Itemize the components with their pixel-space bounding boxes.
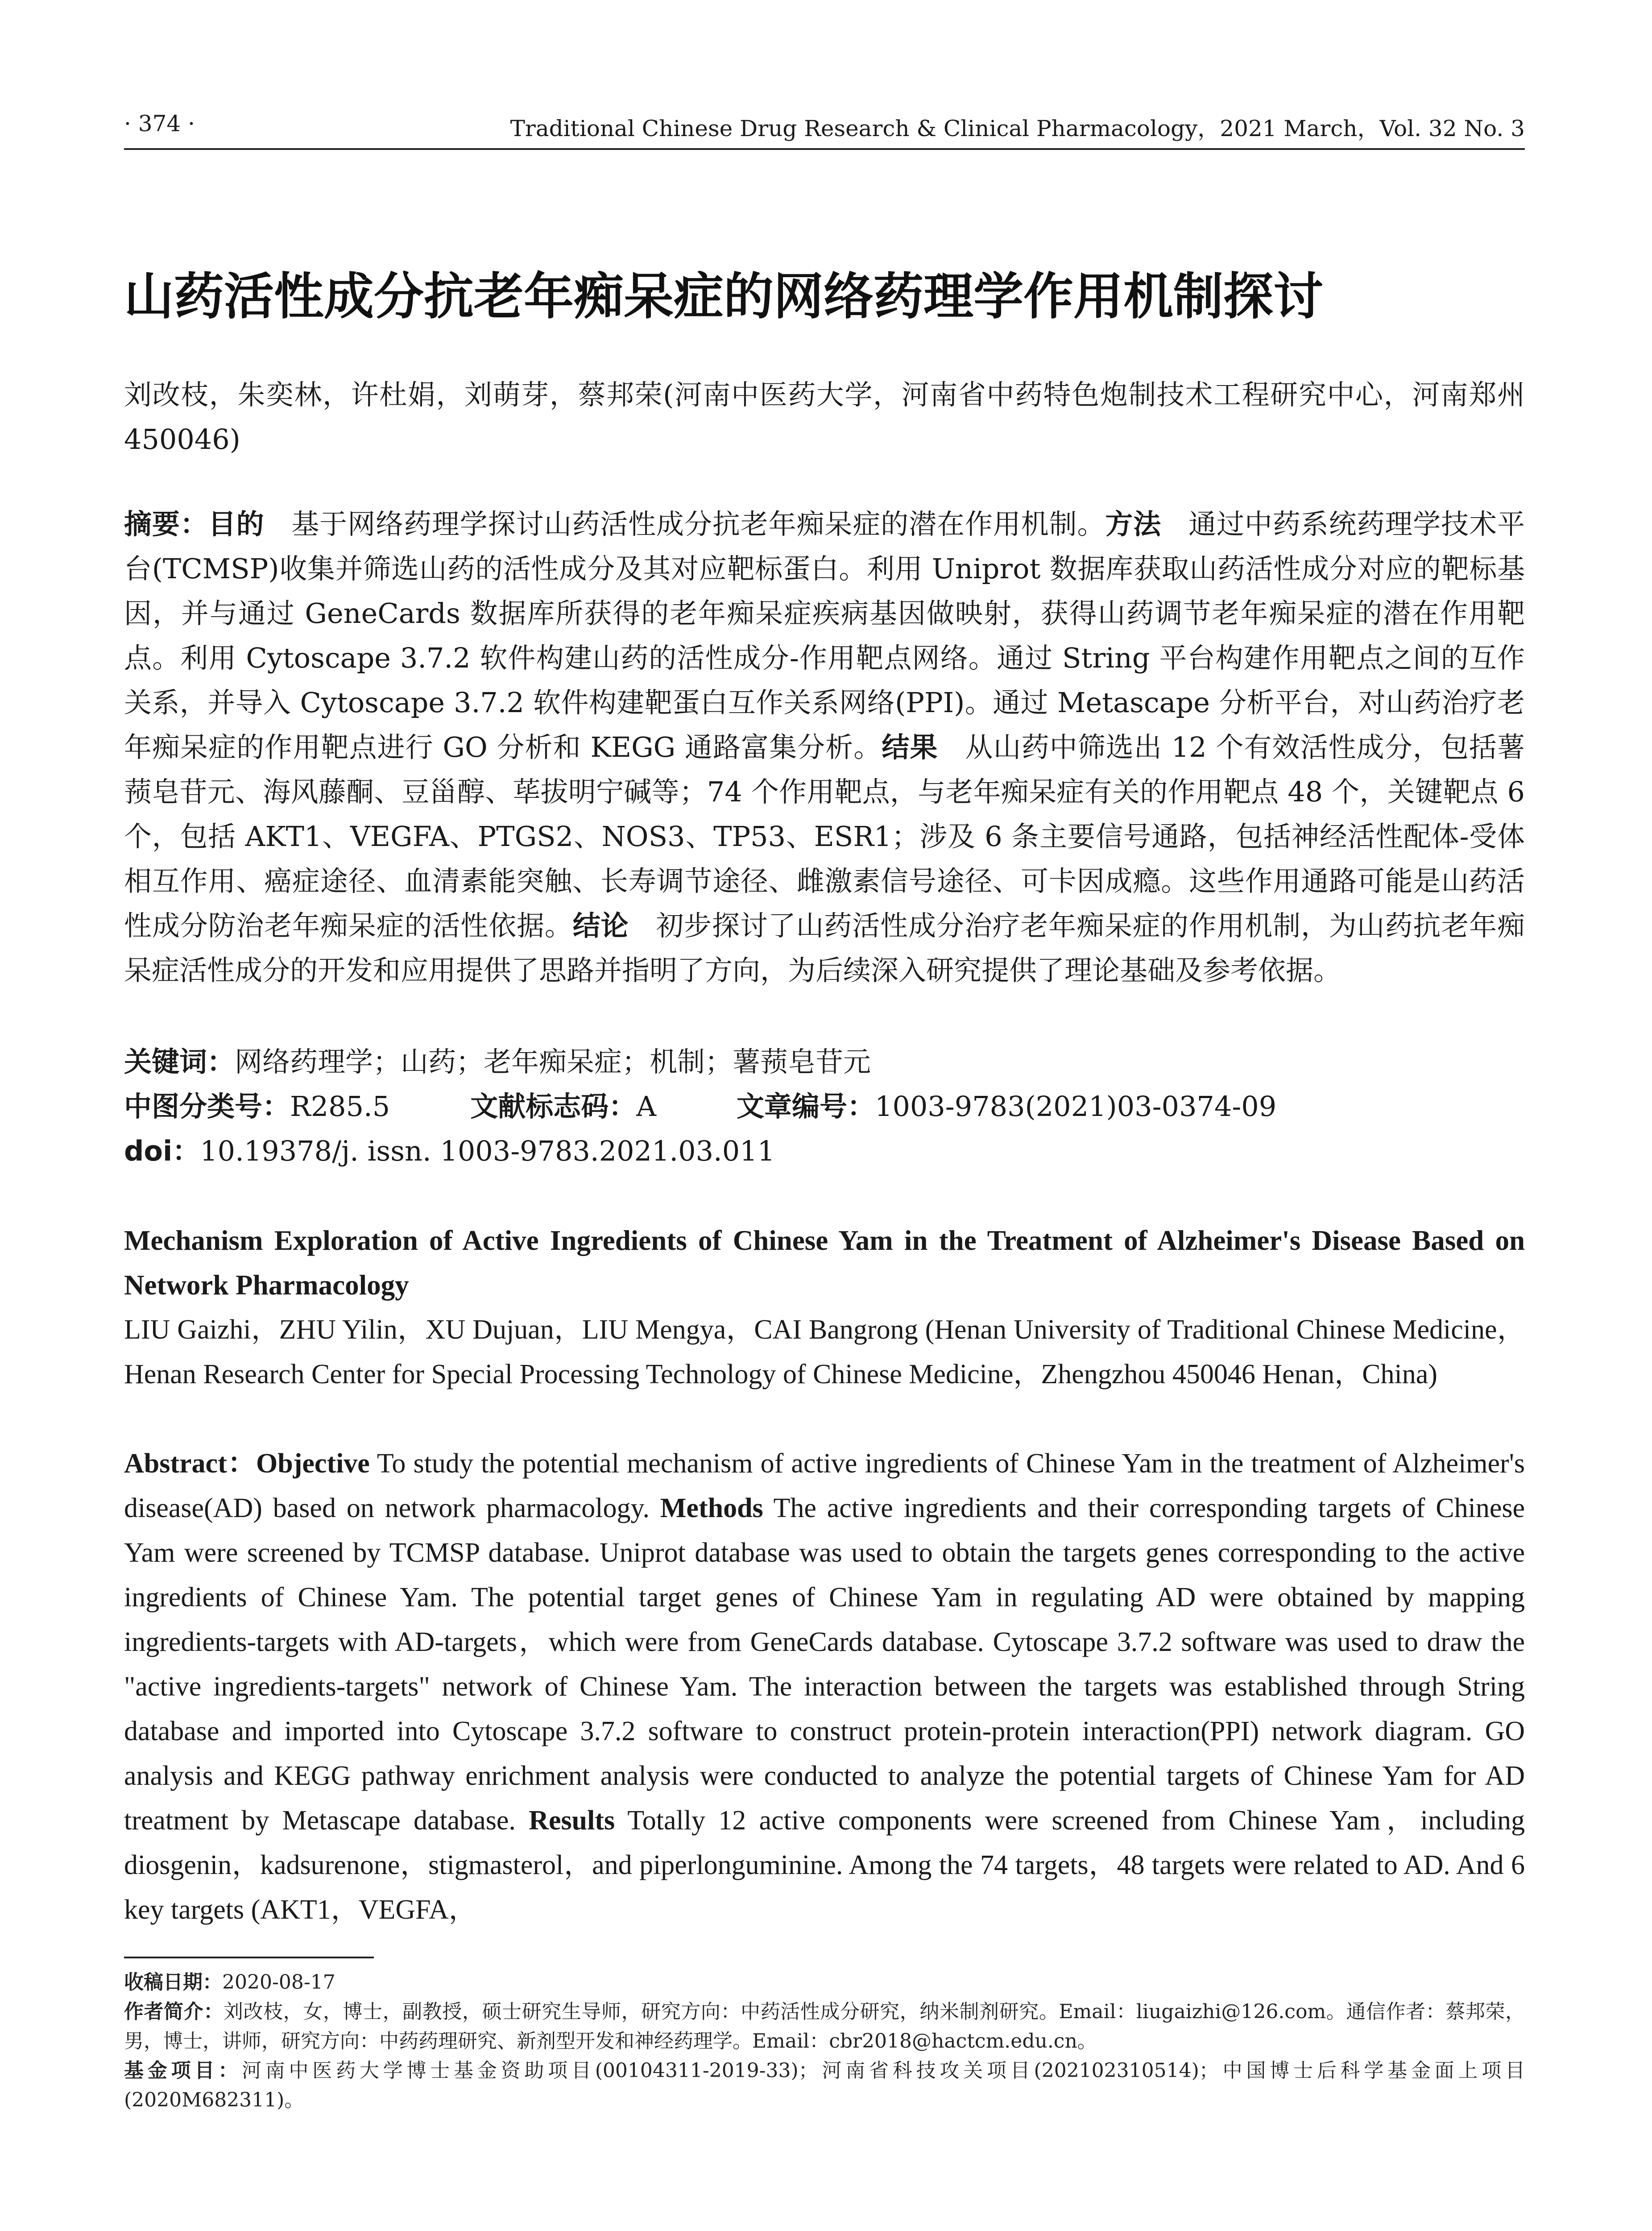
header-rule bbox=[124, 148, 1525, 150]
methods-en-text: The active ingredients and their corresponding targets of Chinese Yam were screened by TCMSP database. Uniprot database was used to obtain the targets genes corresponding to the active ingredients of Chinese Yam. The potential target genes of Chinese Yam in regulating AD were obtained by mapping ingredients-targets with AD-targets，which were from GeneCards database. Cytoscape 3.7.2 software was used to draw the "active ingredients-targets" network of Chinese Yam. The interaction between the targets was established through String database and imported into Cytoscape 3.7.2 software to construct protein-protein interaction(PPI) network diagram. GO analysis and KEGG pathway enrichment analysis were conducted to analyze the potential targets of Chinese Yam for AD treatment by Metascape database. bbox=[124, 1493, 1525, 1836]
doi-line bbox=[124, 1129, 1525, 1174]
classification-line bbox=[124, 1084, 1525, 1129]
keywords bbox=[124, 1040, 1525, 1084]
objective-text: 基于网络药理学探讨山药活性成分抗老年痴呆症的潜在作用机制。 bbox=[291, 508, 1105, 540]
keywords-label: 关键词： bbox=[124, 1045, 235, 1078]
results-en-label: Results bbox=[529, 1805, 615, 1836]
footnotes bbox=[124, 1968, 1525, 2115]
title-chinese: 山药活性成分抗老年痴呆症的网络药理学作用机制探讨 bbox=[124, 268, 1323, 326]
conclusion-text: 初步探讨了山药活性成分治疗老年痴呆症的作用机制，为山药抗老年痴呆症活性成分的开发和应用提供了思路并指明了方向，为后续深入研究提供了理论基础及参考依据。 bbox=[124, 909, 1525, 987]
footnote-funding: 基金项目：河南中医药大学博士基金资助项目(00104311-2019-33)；河南省科技攻关项目(202102310514)；中国博士后科学基金面上项目(2020M682311)。 bbox=[124, 2059, 1525, 2111]
results-en-text: Totally 12 active components were screened from Chinese Yam，including diosgenin，kadsurenone，stigmasterol，and piperlonguminine. Among the 74 targets，48 targets were related to AD. And 6 key targets (AKT1，VEGFA， bbox=[124, 1805, 1525, 1925]
objective-label: 目的 bbox=[208, 508, 265, 540]
objective-en-label: Objective bbox=[256, 1448, 370, 1479]
doc-code-label: 文献标志码： bbox=[470, 1090, 637, 1123]
clc-value: R285.5 bbox=[290, 1090, 390, 1123]
keywords-value: 网络药理学；山药；老年痴呆症；机制；薯蓣皂苷元 bbox=[235, 1045, 871, 1078]
objective-en-text: To study the potential mechanism of active ingredients of Chinese Yam in the treatment of Alzheimer's disease(AD) based on network pharmacology. bbox=[124, 1448, 1525, 1523]
results-label: 结果 bbox=[882, 731, 938, 763]
doc-code-value: A bbox=[636, 1090, 656, 1123]
doi-value: 10.19378/j. issn. 1003-9783.2021.03.011 bbox=[200, 1135, 775, 1167]
abstract-english bbox=[124, 1441, 1525, 1932]
running-header bbox=[124, 111, 1525, 142]
footnote-received: 收稿日期：2020-08-17 bbox=[124, 1971, 335, 1994]
abstract-chinese bbox=[124, 502, 1525, 993]
article-number-value: 1003-9783(2021)03-0374-09 bbox=[875, 1090, 1277, 1123]
journal-citation: Traditional Chinese Drug Research & Clinical Pharmacology，2021 March，Vol. 32 No. 3 bbox=[510, 116, 1525, 141]
clc-label: 中图分类号： bbox=[124, 1090, 290, 1123]
authors-english: LIU Gaizhi，ZHU Yilin，XU Dujuan，LIU Mengya，CAI Bangrong (Henan University of Traditional Chinese Medicine，Henan Research Center for Special Processing Technology of Chinese Medicine，Zhengzhou 450046 Henan，China) bbox=[124, 1315, 1525, 1389]
methods-text: 通过中药系统药理学技术平台(TCMSP)收集并筛选山药的活性成分及其对应靶标蛋白。利用 Uniprot 数据库获取山药活性成分对应的靶标基因，并与通过 GeneCards 数据库所获得的老年痴呆症疾病基因做映射，获得山药调节老年痴呆症的潜在作用靶点。利用 Cytoscape 3.7.2 软件构建山药的活性成分-作用靶点网络。通过 String 平台构建作用靶点之间的互作关系，并导入 Cytoscape 3.7.2 软件构建靶蛋白互作关系网络(PPI)。通过 Metascape 分析平台，对山药治疗老年痴呆症的作用靶点进行 GO 分析和 KEGG 通路富集分析。 bbox=[124, 508, 1525, 763]
authors-chinese: 刘改枝，朱奕林，许杜娟，刘萌芽，蔡邦荣(河南中医药大学，河南省中药特色炮制技术工程研究中心，河南郑州 450046) bbox=[124, 378, 1525, 456]
footnote-rule bbox=[124, 1957, 374, 1958]
abstract-label: 摘要： bbox=[124, 508, 208, 540]
results-text: 从山药中筛选出 12 个有效活性成分，包括薯蓣皂苷元、海风藤酮、豆甾醇、荜拔明宁碱等；74 个作用靶点，与老年痴呆症有关的作用靶点 48 个，关键靶点 6 个，包括 AKT1、VEGFA、PTGS2、NOS3、TP53、ESR1；涉及 6 条主要信号通路，包括神经活性配体-受体相互作用、癌症途径、血清素能突触、长寿调节途径、雌激素信号途径、可卡因成瘾。这些作用通路可能是山药活性成分防治老年痴呆症的活性依据。 bbox=[124, 731, 1525, 942]
conclusion-label: 结论 bbox=[572, 909, 629, 942]
methods-en-label: Methods bbox=[660, 1493, 763, 1523]
article-number-label: 文章编号： bbox=[737, 1090, 875, 1123]
page-number: · 374 · bbox=[124, 111, 195, 137]
title-english: Mechanism Exploration of Active Ingredients of Chinese Yam in the Treatment of Alzheimer's Disease Based on Network Pharmacology bbox=[124, 1225, 1525, 1301]
footnote-author: 作者简介：刘改枝，女，博士，副教授，硕士研究生导师，研究方向：中药活性成分研究，纳米制剂研究。Email：liugaizhi@126.com。通信作者：蔡邦荣，男，博士，讲师，研究方向：中药药理研究、新剂型开发和神经药理学。Email：cbr2018@hactcm.edu.cn。 bbox=[124, 2000, 1525, 2053]
abstract-en-label: Abstract： bbox=[124, 1448, 257, 1479]
doi-label: doi： bbox=[124, 1135, 200, 1167]
methods-label: 方法 bbox=[1105, 508, 1162, 540]
